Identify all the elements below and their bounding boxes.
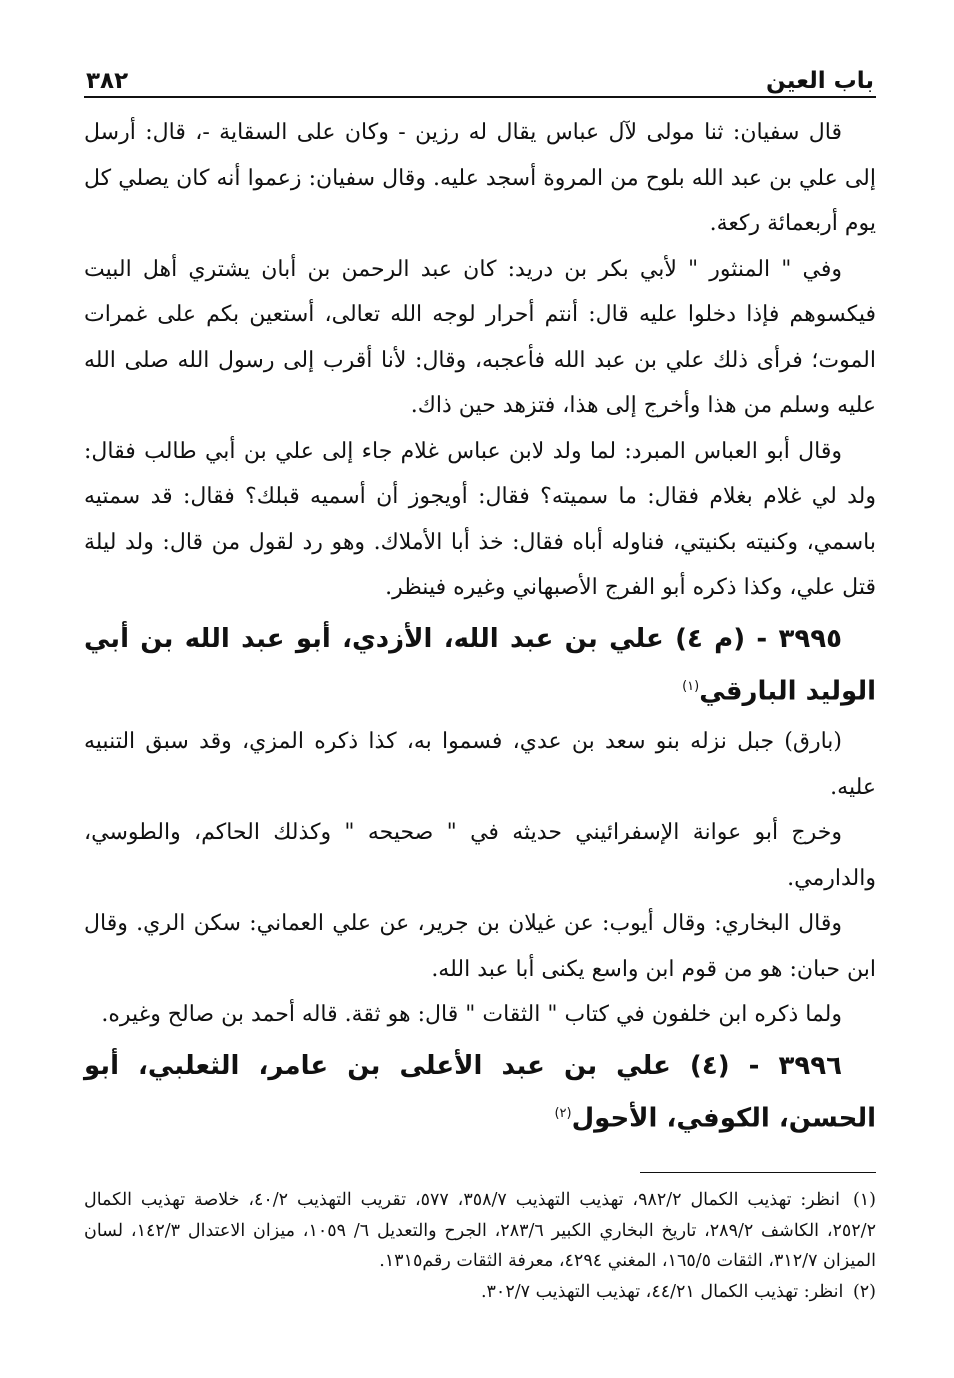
paragraph: وقال أبو العباس المبرد: لما ولد لابن عباس غلام جاء إلى علي بن أبي طالب فقال: ولد لي غلام بغلام فقال: ما سميته؟ فقال: أويجوز أن أسميه قبلك؟ فقال: قد سمتيه باسمي، وكنيته بكنيتي، فناوله أباه فقال: خذ أبا الأملاك. وهو رد لقول من قال: ولد ليلة قتل علي، وكذا ذكره أبو الفرج الأصبهاني وغيره فينظر. — [84, 438, 876, 600]
footnote — [84, 1185, 876, 1277]
page-header — [84, 58, 876, 98]
paragraph: وخرج أبو عوانة الإسفرائيني حديثه في " صحيحه " وكذلك الحاكم، والطوسي، والدارمي. — [84, 820, 876, 891]
footnote-number: (١) — [852, 1190, 876, 1211]
footnotes — [84, 1185, 876, 1307]
page-number: ٣٨٢ — [86, 68, 129, 94]
footnote-reference: (٢) — [554, 1105, 572, 1121]
footnote-text: انظر: تهذيب الكمال ٩٨٢/٢، تهذيب التهذيب ٣٥٨/٧، ٥٧٧، تقريب التهذيب ٤٠/٢، خلاصة تهذيب الكمال ٢٥٢/٢، الكاشف ٢٨٩/٢، تاريخ البخاري الكبير ٢٨٣/٦، الجرح والتعديل ٦/ ١٠٥٩، ميزان الاعتدال ١٤٢/٣، لسان الميزان ٣١٢/٧، الثقات ١٦٥/٥، المغني ٤٢٩٤، معرفة الثقات رقم١٣١٥. — [84, 1190, 876, 1272]
paragraph: ولما ذكره ابن خلفون في كتاب " الثقات " قال: هو ثقة. قاله أحمد بن صالح وغيره. — [101, 1002, 842, 1028]
entry-heading-text: ٣٩٩٦ - (٤) علي بن عبد الأعلى بن عامر، الثعلبي، أبو الحسن، الكوفي، الأحول — [84, 1050, 876, 1134]
paragraph: قال سفيان: ثنا مولى لآل عباس يقال له رزين - وكان على السقاية -، قال: أرسل إلى علي بن عبد الله بلوح من المروة أسجد عليه. وقال سفيان: زعموا أنه كان يصلي كل يوم أربعمائة ركعة. — [84, 120, 876, 236]
footnote-number: (٢) — [852, 1281, 876, 1302]
entry-heading-3995 — [84, 615, 876, 716]
entry-heading-3996 — [84, 1042, 876, 1143]
footnote-reference: (١) — [682, 678, 700, 694]
paragraph: وفي " المنثور " لأبي بكر بن دريد: كان عبد الرحمن بن أبان يشتري أهل البيت فيكسوهم فإذا دخلوا عليه قال: أنتم أحرار لوجه الله تعالى، أستعين بكم على غمرات الموت؛ فرأى ذلك علي بن عبد الله فأعجبه، وقال: لأنا أقرب إلى رسول الله صلى الله عليه وسلم من هذا وأخرج إلى هذا، فتزهد حين ذاك. — [84, 256, 877, 418]
entry-heading-text: ٣٩٩٥ - (م ٤) علي بن عبد الله، الأزدي، أبو عبد الله بن أبي الوليد البارقي — [84, 623, 876, 707]
paragraph: (بارق) جبل نزله بنو سعد بن عدي، فسموا به، كذا ذكره المزي، وقد سبق التنبيه عليه. — [84, 729, 876, 800]
footnote-divider — [640, 1172, 876, 1173]
section-title: باب العين — [766, 68, 874, 94]
main-text — [84, 110, 876, 1142]
footnote-text: انظر: تهذيب الكمال ٤٤/٢١، تهذيب التهذيب ٣٠٢/٧. — [480, 1281, 844, 1302]
footnote — [84, 1277, 876, 1308]
page — [84, 58, 876, 1307]
paragraph: وقال البخاري: وقال أيوب: عن غيلان بن جرير، عن علي العماني: سكن الري. وقال ابن حبان: هو من قوم ابن واسع يكنى أبا عبد الله. — [84, 911, 876, 982]
